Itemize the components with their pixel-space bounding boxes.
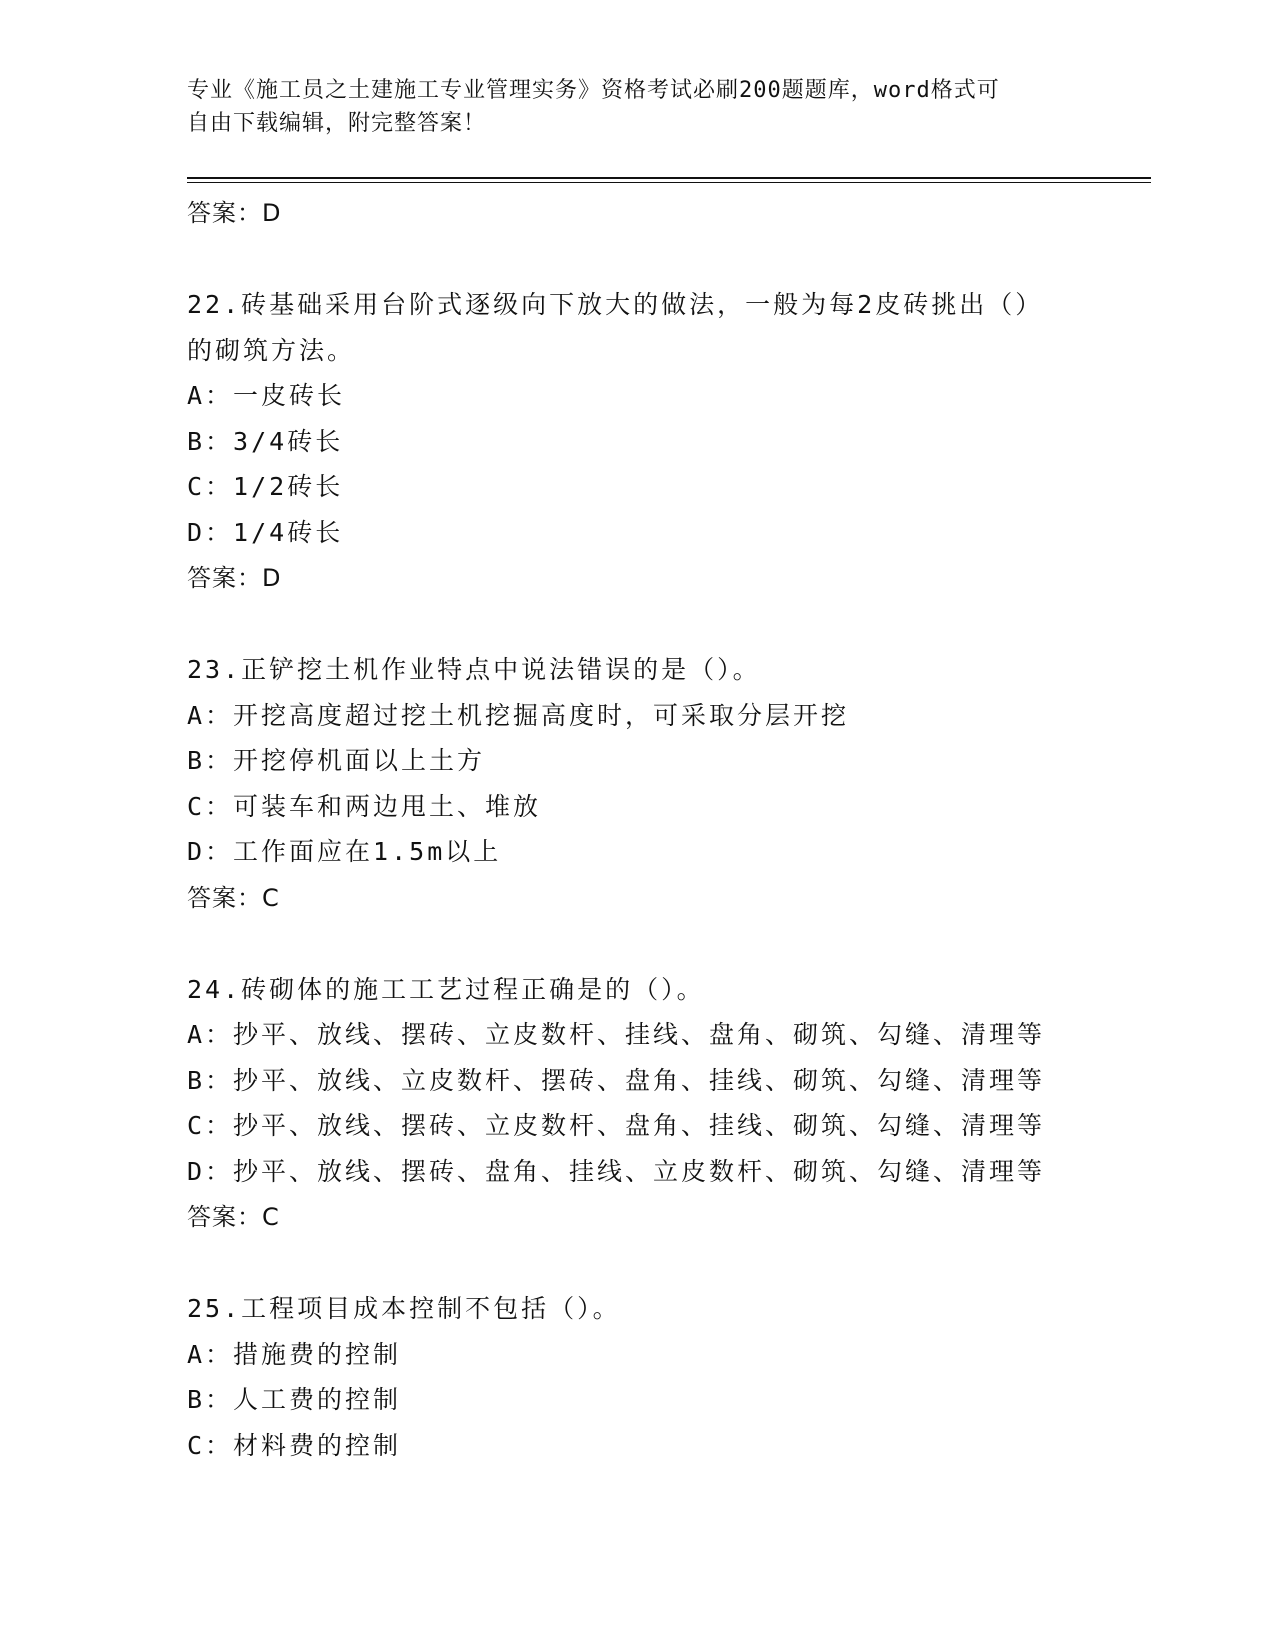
option-b: B：3/4砖长 <box>187 426 344 456</box>
answer: 答案：C <box>187 1203 280 1231</box>
question-23 <box>187 647 1087 921</box>
question-stem: 23.正铲挖土机作业特点中说法错误的是（）。 <box>187 655 761 684</box>
question-24 <box>187 967 1087 1241</box>
option-c: C：1/2砖长 <box>187 472 344 501</box>
answer: 答案：C <box>187 883 280 912</box>
question-stem: 22.砖基础采用台阶式逐级向下放大的做法，一般为每2皮砖挑出（） <box>187 290 1044 319</box>
answer: 答案：D <box>187 564 282 592</box>
previous-answer: 答案：D <box>187 199 282 227</box>
option-d: D：抄平、放线、摆砖、盘角、挂线、立皮数杆、砌筑、勾缝、清理等 <box>187 1156 1046 1186</box>
question-25 <box>187 1286 1087 1468</box>
question-22 <box>187 282 1087 601</box>
option-a: A：开挖高度超过挖土机挖掘高度时，可采取分层开挖 <box>187 700 850 730</box>
option-d: D：1/4砖长 <box>187 517 344 547</box>
option-b: B：开挖停机面以上土方 <box>187 746 486 775</box>
question-stem: 25.工程项目成本控制不包括（）。 <box>187 1294 621 1323</box>
question-stem: 24.砖砌体的施工工艺过程正确是的（）。 <box>187 974 705 1004</box>
header-line-1: 专业《施工员之土建施工专业管理实务》资格考试必刷200题题库，word格式可 <box>187 78 1000 103</box>
option-b: B：抄平、放线、立皮数杆、摆砖、盘角、挂线、砌筑、勾缝、清理等 <box>187 1065 1046 1095</box>
option-a: A：抄平、放线、摆砖、立皮数杆、挂线、盘角、砌筑、勾缝、清理等 <box>187 1020 1046 1049</box>
page-header <box>187 74 1067 140</box>
option-a: A：一皮砖长 <box>187 381 346 410</box>
option-c: C：材料费的控制 <box>187 1430 402 1460</box>
option-a: A：措施费的控制 <box>187 1339 402 1369</box>
option-b: B：人工费的控制 <box>187 1385 402 1414</box>
option-d: D：工作面应在1.5m以上 <box>187 837 502 866</box>
header-rule-thin <box>187 182 1151 183</box>
question-stem-continued: 的砌筑方法。 <box>187 335 356 365</box>
header-rule-thick <box>187 177 1151 179</box>
option-c: C：抄平、放线、摆砖、立皮数杆、盘角、挂线、砌筑、勾缝、清理等 <box>187 1111 1046 1140</box>
option-c: C：可装车和两边甩土、堆放 <box>187 791 542 821</box>
question-list <box>187 190 1087 1468</box>
header-line-2: 自由下载编辑，附完整答案！ <box>187 111 487 136</box>
